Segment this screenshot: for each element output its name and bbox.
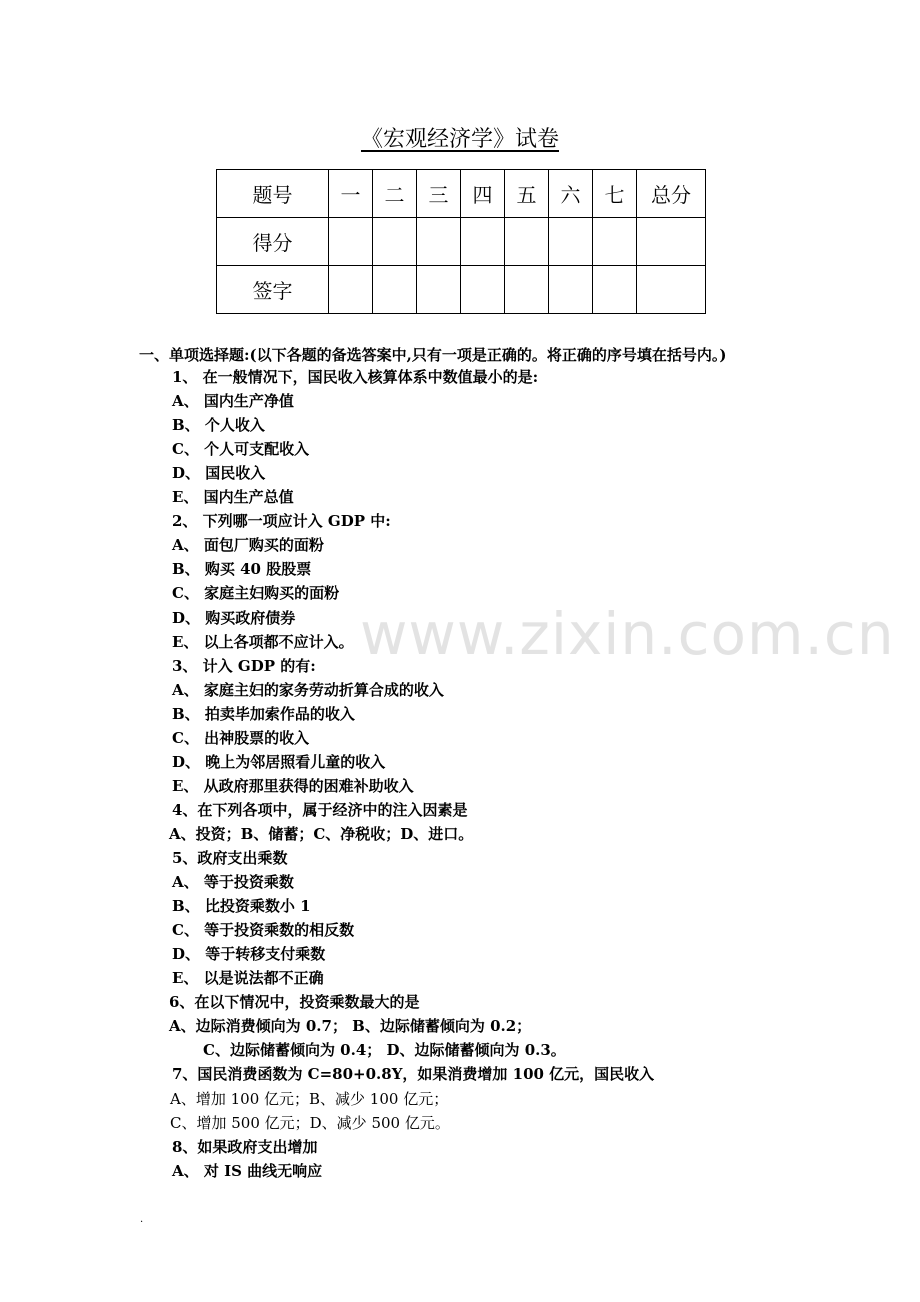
score-cell: [549, 218, 593, 266]
score-cell: [417, 218, 461, 266]
question-line: C、 个人可支配收入: [172, 440, 310, 459]
header-cell: 四: [461, 170, 505, 218]
question-line: D、 等于转移支付乘数: [172, 945, 326, 964]
header-cell: 五: [505, 170, 549, 218]
signature-cell: [373, 266, 417, 314]
question-line: E、 以是说法都不正确: [172, 969, 324, 988]
header-cell-total: 总分: [637, 170, 706, 218]
question-line: C、边际储蓄倾向为 0.4； D、边际储蓄倾向为 0.3。: [203, 1041, 566, 1060]
exam-title: 《宏观经济学》试卷: [360, 127, 559, 152]
header-cell: 一: [329, 170, 373, 218]
question-line: B、 购买 40 股股票: [172, 560, 312, 579]
signature-cell: [417, 266, 461, 314]
question-line: B、 个人收入: [172, 416, 265, 435]
question-line: C、 等于投资乘数的相反数: [172, 921, 355, 940]
question-line: E、 以上各项都不应计入。: [172, 632, 354, 651]
header-cell: 七: [593, 170, 637, 218]
score-row: [217, 218, 706, 266]
question-line: A、边际消费倾向为 0.7； B、边际储蓄倾向为 0.2；: [169, 1017, 532, 1036]
question-line: B、 比投资乘数小 1: [172, 897, 311, 916]
question-line: 6、在以下情况中，投资乘数最大的是: [169, 993, 420, 1012]
signature-cell: [549, 266, 593, 314]
header-cell: 三: [417, 170, 461, 218]
section-heading: 一、单项选择题:(以下各题的备选答案中,只有一项是正确的。将正确的序号填在括号内。): [139, 346, 727, 364]
footer-dot: .: [140, 1214, 144, 1225]
question-line: A、 面包厂购买的面粉: [172, 536, 324, 555]
question-line: D、 晚上为邻居照看儿童的收入: [172, 752, 386, 771]
score-cell: [593, 218, 637, 266]
signature-cell: [461, 266, 505, 314]
question-line: C、 出神股票的收入: [172, 728, 310, 747]
header-cell: 六: [549, 170, 593, 218]
question-line: E、 从政府那里获得的困难补助收入: [172, 776, 414, 795]
question-line: 5、政府支出乘数: [172, 849, 288, 867]
row-label-score: 得分: [217, 218, 329, 266]
signature-cell: [593, 266, 637, 314]
question-line: A、 国内生产净值: [172, 392, 294, 411]
question-line: A、 对 IS 曲线无响应: [172, 1161, 323, 1180]
header-cell: 二: [373, 170, 417, 218]
question-line: A、 等于投资乘数: [172, 873, 294, 892]
score-cell: [637, 218, 706, 266]
question-line: A、增加 100 亿元；B、减少 100 亿元；: [170, 1089, 449, 1108]
question-line: B、 拍卖毕加索作品的收入: [172, 704, 355, 723]
watermark: www.zixin.com.cn: [360, 600, 895, 668]
signature-cell: [637, 266, 706, 314]
question-line: 4、在下列各项中，属于经济中的注入因素是: [172, 800, 468, 819]
question-line: 7、国民消费函数为 C=80+0.8Y，如果消费增加 100 亿元，国民收入: [172, 1065, 655, 1084]
signature-cell: [329, 266, 373, 314]
score-table-header-row: [217, 170, 706, 218]
score-cell: [329, 218, 373, 266]
question-line: 2、 下列哪一项应计入 GDP 中:: [172, 512, 391, 531]
score-cell: [505, 218, 549, 266]
score-table: [216, 169, 706, 314]
question-line: E、 国内生产总值: [172, 488, 294, 507]
score-cell: [373, 218, 417, 266]
question-line: A、投资；B、储蓄；C、净税收；D、进口。: [169, 824, 474, 843]
signature-row: [217, 266, 706, 314]
question-line: C、 家庭主妇购买的面粉: [172, 584, 340, 603]
question-line: D、 国民收入: [172, 464, 266, 483]
signature-cell: [505, 266, 549, 314]
question-line: A、 家庭主妇的家务劳动折算合成的收入: [172, 680, 444, 699]
score-cell: [461, 218, 505, 266]
header-cell-label: 题号: [217, 170, 329, 218]
question-line: 3、 计入 GDP 的有:: [172, 656, 316, 675]
question-line: 8、如果政府支出增加: [172, 1137, 318, 1156]
question-line: C、增加 500 亿元；D、减少 500 亿元。: [170, 1113, 450, 1132]
row-label-signature: 签字: [217, 266, 329, 314]
question-line: D、 购买政府债券: [172, 608, 296, 627]
question-line: 1、 在一般情况下，国民收入核算体系中数值最小的是:: [172, 368, 539, 386]
